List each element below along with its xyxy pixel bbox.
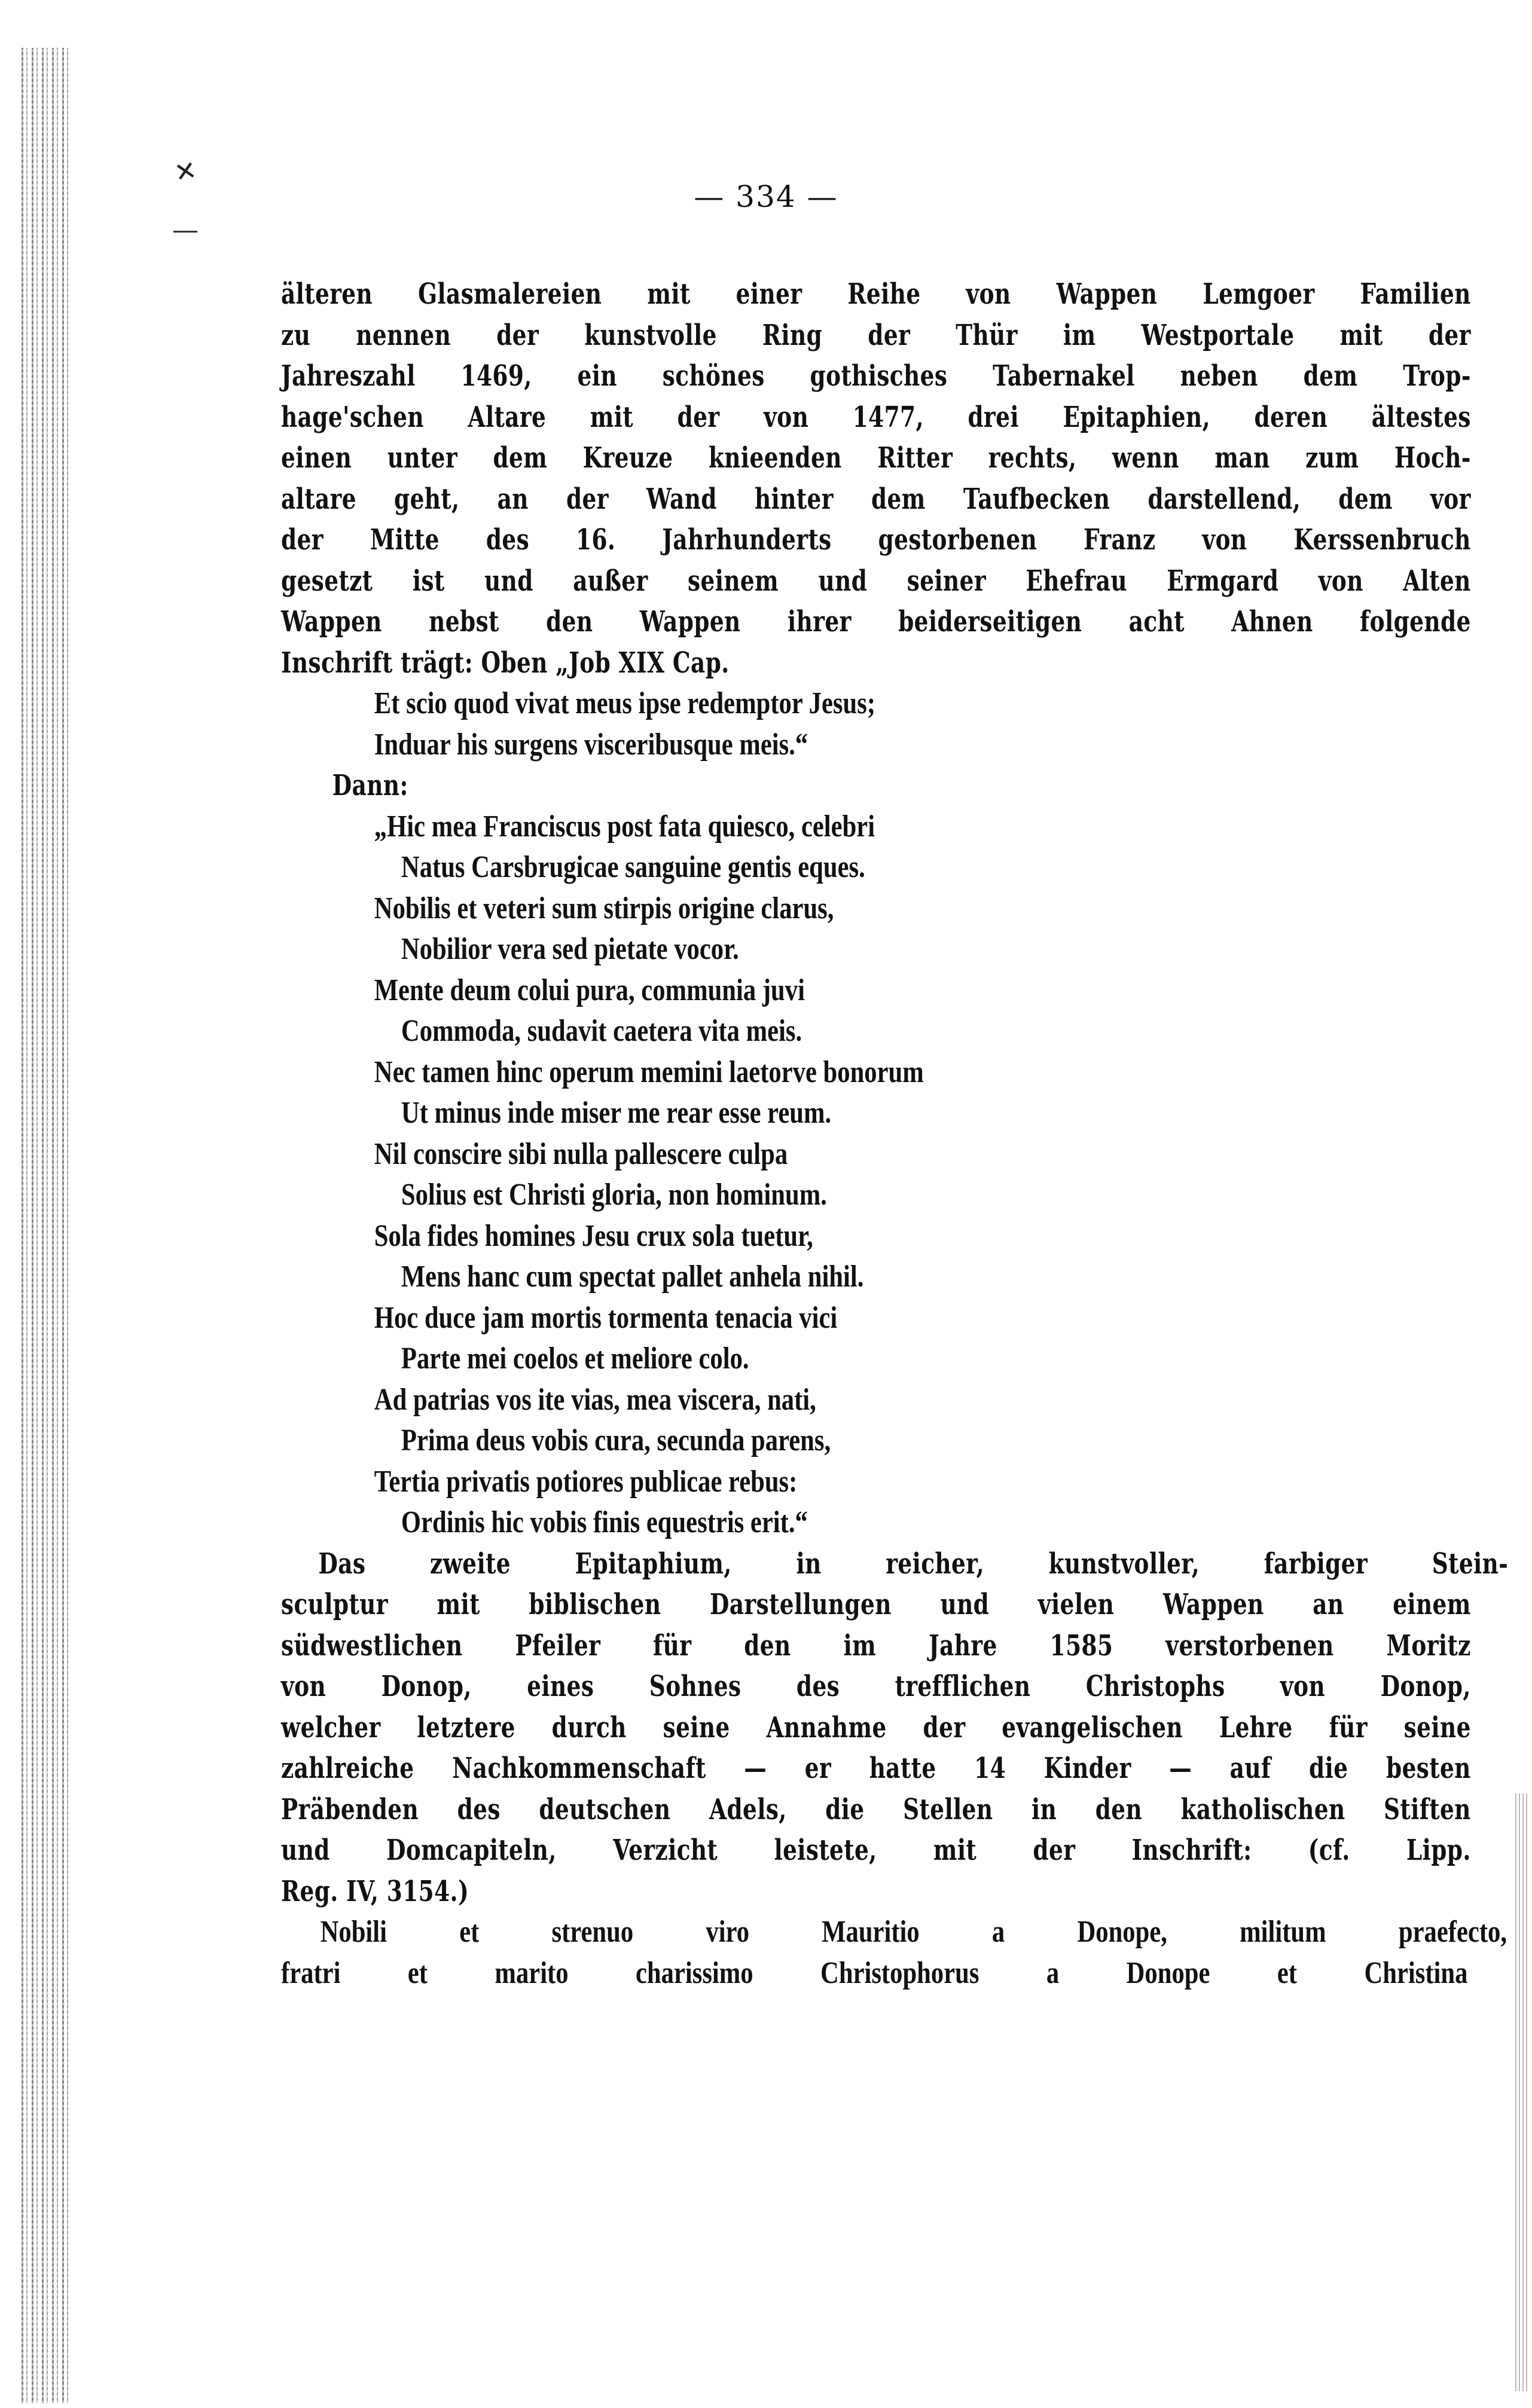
text-line: und Domcapiteln, Verzicht leistete, mit der Inschrift: (cf. Lipp. — [281, 1833, 1471, 1867]
margin-dash-mark — [173, 231, 197, 233]
inscription-donop — [281, 1912, 1507, 1994]
latin-verse-line: Commoda, sudavit caetera vita meis. — [401, 1014, 802, 1048]
text-line: gesetzt ist und außer seinem und seiner Ehefrau Ermgard von Alten — [281, 564, 1471, 598]
latin-verse-line: Natus Carsbrugicae sanguine gentis eques. — [401, 850, 865, 884]
text-line: Präbenden des deutschen Adels, die Stellen in den katholischen Stiften — [281, 1792, 1471, 1826]
page-body — [281, 274, 1509, 1994]
text-line: Inschrift trägt: Oben „Job XIX Cap. — [281, 646, 730, 680]
latin-verse-line: Mente deum colui pura, communia juvi — [374, 973, 805, 1007]
page-right-edge — [1515, 1793, 1527, 2391]
latin-prose-line: Nobili et strenuo viro Mauritio a Donope, militum praefecto, — [320, 1915, 1507, 1949]
latin-verse-line: Nec tamen hinc operum memini laetorve bonorum — [374, 1055, 924, 1089]
latin-verse-line: Nil conscire sibi nulla pallescere culpa — [374, 1136, 788, 1171]
latin-verse-line: Induar his surgens visceribusque meis.“ — [374, 727, 808, 762]
inscription-epitaph-verses — [281, 806, 1471, 1544]
margin-cross-mark: ✕ — [172, 155, 200, 189]
latin-verse-line: „Hic mea Franciscus post fata quiesco, celebri — [374, 809, 875, 844]
latin-verse-line: Mens hanc cum spectat pallet anhela nihil. — [401, 1260, 864, 1294]
latin-verse-line: Nobilis et veteri sum stirpis origine clarus, — [374, 891, 834, 925]
text-line: der Mitte des 16. Jahrhunderts gestorbenen Franz von Kerssenbruch — [281, 523, 1471, 557]
text-line: zu nennen der kunstvolle Ring der Thür im Westportale mit der — [281, 318, 1471, 352]
text-line: hage'schen Altare mit der von 1477, drei Epitaphien, deren ältestes — [281, 400, 1471, 434]
latin-verse-line: Nobilior vera sed pietate vocor. — [401, 932, 739, 966]
latin-verse-line: Sola fides homines Jesu crux sola tuetur, — [374, 1218, 813, 1253]
latin-verse-line: Ordinis hic vobis finis equestris erit.“ — [401, 1505, 808, 1539]
text-line: von Donop, eines Sohnes des trefflichen Christophs von Donop, — [281, 1670, 1471, 1703]
page-number: — 334 — — [694, 179, 838, 214]
book-binding-edge — [22, 48, 69, 2403]
text-line: sculptur mit biblischen Darstellungen und vielen Wappen an einem — [281, 1588, 1471, 1621]
text-line: einen unter dem Kreuze knieenden Ritter rechts, wenn man zum Hoch- — [281, 441, 1471, 475]
latin-verse-line: Parte mei coelos et meliore colo. — [401, 1341, 749, 1376]
text-line: Das zweite Epitaphium, in reicher, kunstvoller, farbiger Stein- — [318, 1547, 1509, 1581]
latin-verse-line: Tertia privatis potiores publicae rebus: — [374, 1464, 798, 1499]
paragraph-2 — [281, 1544, 1509, 1912]
text-line: Wappen nebst den Wappen ihrer beiderseitigen acht Ahnen folgende — [281, 605, 1471, 638]
latin-prose-line: fratri et marito charissimo Christophorus a Donope et Christina — [281, 1955, 1468, 1990]
latin-verse-line: Hoc duce jam mortis tormenta tenacia vici — [374, 1300, 838, 1335]
latin-verse-line: Et scio quod vivat meus ipse redemptor Jesus; — [374, 686, 876, 720]
text-line: altare geht, an der Wand hinter dem Taufbecken darstellend, dem vor — [281, 482, 1471, 516]
text-line: Jahreszahl 1469, ein schönes gothisches Tabernakel neben dem Trop- — [281, 359, 1471, 393]
inscription-job — [281, 683, 1471, 765]
text-line: zahlreiche Nachkommenschaft — er hatte 14 Kinder — auf die besten — [281, 1752, 1471, 1785]
latin-verse-line: Solius est Christi gloria, non hominum. — [401, 1178, 827, 1212]
dann-label: Dann: — [332, 769, 408, 802]
latin-verse-line: Prima deus vobis cura, secunda parens, — [401, 1423, 831, 1457]
latin-verse-line: Ut minus inde miser me rear esse reum. — [401, 1096, 832, 1130]
text-line: Reg. IV, 3154.) — [281, 1874, 469, 1908]
text-line: älteren Glasmalereien mit einer Reihe von Wappen Lemgoer Familien — [281, 277, 1471, 311]
paragraph-1 — [281, 274, 1471, 683]
text-line: südwestlichen Pfeiler für den im Jahre 1585 verstorbenen Moritz — [281, 1628, 1471, 1663]
text-line: welcher letztere durch seine Annahme der evangelischen Lehre für seine — [281, 1710, 1471, 1744]
latin-verse-line: Ad patrias vos ite vias, mea viscera, nati, — [374, 1382, 816, 1417]
